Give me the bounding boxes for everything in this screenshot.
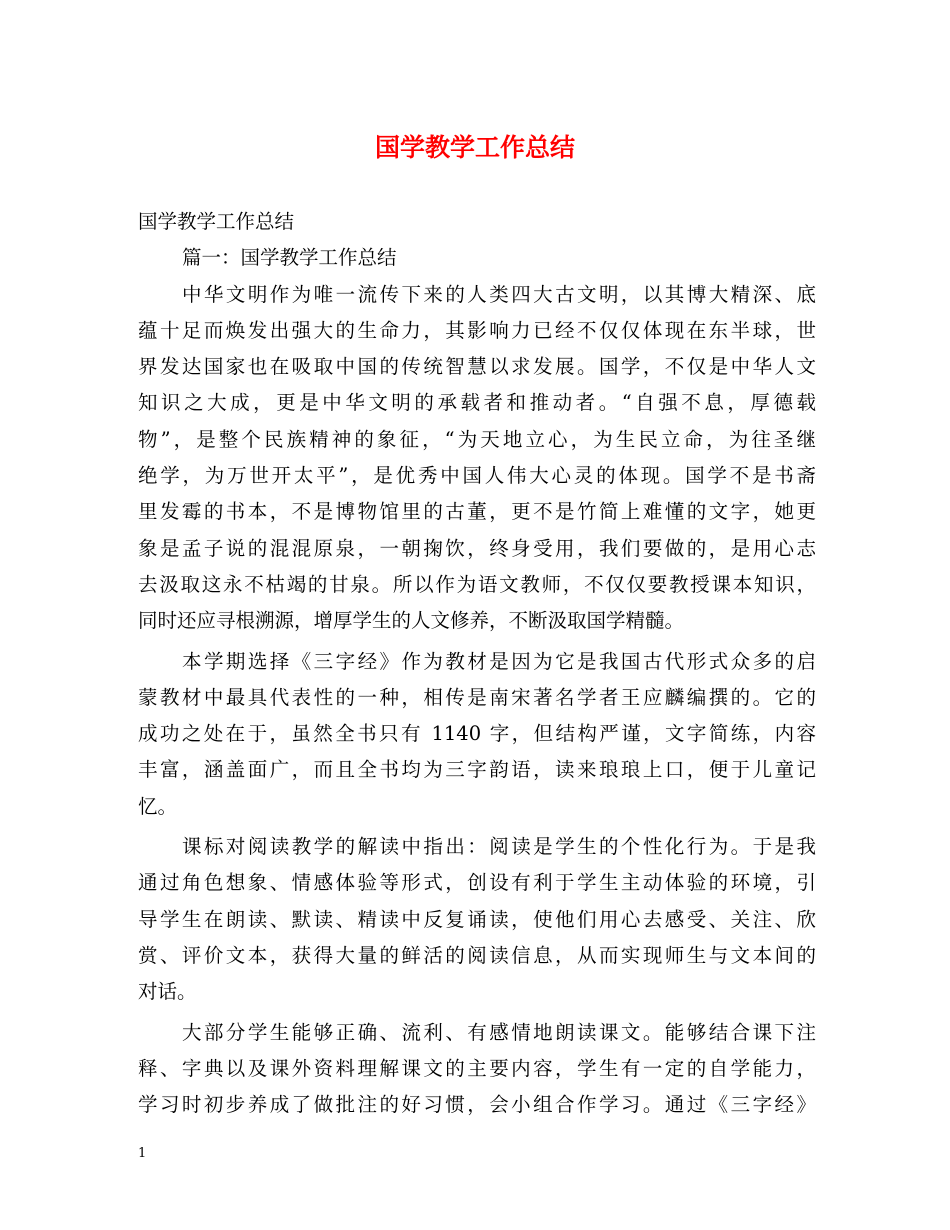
paragraph-3-line-2: 通过角色想象、情感体验等形式，创设有利于学生主动体验的环境，引 <box>138 871 816 895</box>
paragraph-1-line-4: 知识之大成，更是中华文明的承载者和推动者。“自强不息，厚德载 <box>138 391 816 415</box>
paragraph-2-line-1: 本学期选择《三字经》作为教材是因为它是我国古代形式众多的启 <box>182 649 816 673</box>
page-number: 1 <box>138 1146 147 1161</box>
paragraph-1-line-1: 中华文明作为唯一流传下来的人类四大古文明，以其博大精深、底 <box>182 282 816 306</box>
paragraph-4-line-1: 大部分学生能够正确、流利、有感情地朗读课文。能够结合课下注 <box>182 1020 816 1044</box>
paragraph-1-line-10: 同时还应寻根溯源，增厚学生的人文修养，不断汲取国学精髓。 <box>138 609 685 633</box>
paragraph-1-line-5: 物”，是整个民族精神的象征，“为天地立心，为生民立命，为往圣继 <box>138 427 816 451</box>
paragraph-2-line-2: 蒙教材中最具代表性的一种，相传是南宋著名学者王应麟编撰的。它的 <box>138 685 816 709</box>
paragraph-1-line-2: 蕴十足而焕发出强大的生命力，其影响力已经不仅仅体现在东半球，世 <box>138 318 816 342</box>
document-title: 国学教学工作总结 <box>374 133 575 162</box>
paragraph-2-line-5: 忆。 <box>138 794 178 818</box>
paragraph-3-line-3: 导学生在朗读、默读、精读中反复诵读，使他们用心去感受、关注、欣 <box>138 907 816 931</box>
paragraph-1-line-9: 去汲取这永不枯竭的甘泉。所以作为语文教师，不仅仅要教授课本知识， <box>138 572 816 596</box>
paragraph-1-line-7: 里发霉的书本，不是博物馆里的古董，更不是竹简上难懂的文字，她更 <box>138 500 816 524</box>
paragraph-3-line-4: 赏、评价文本，获得大量的鲜活的阅读信息，从而实现师生与文本间的 <box>138 943 816 967</box>
paragraph-1-line-8: 象是孟子说的混混原泉，一朝掬饮，终身受用，我们要做的，是用心志 <box>138 536 816 560</box>
heading-line: 国学教学工作总结 <box>138 210 295 233</box>
paragraph-3-line-1: 课标对阅读教学的解读中指出：阅读是学生的个性化行为。于是我 <box>182 835 816 859</box>
paragraph-2-line-4: 丰富，涵盖面广，而且全书均为三字韵语，读来琅琅上口，便于儿童记 <box>138 758 816 782</box>
paragraph-4-line-2: 释、字典以及课外资料理解课文的主要内容，学生有一定的自学能力， <box>138 1056 816 1080</box>
paragraph-1-line-3: 界发达国家也在吸取中国的传统智慧以求发展。国学，不仅是中华人文 <box>138 355 816 379</box>
paragraph-2-line-3: 成功之处在于，虽然全书只有 1140 字，但结构严谨，文字简练，内容 <box>138 722 816 746</box>
document-body <box>138 204 816 1123</box>
chapter-line: 篇一：国学教学工作总结 <box>182 246 397 270</box>
paragraph-4-line-3: 学习时初步养成了做批注的好习惯，会小组合作学习。通过《三字经》 <box>138 1093 816 1117</box>
paragraph-1-line-6: 绝学，为万世开太平”，是优秀中国人伟大心灵的体现。国学不是书斋 <box>138 464 816 488</box>
paragraph-3-line-5: 对话。 <box>138 980 197 1004</box>
